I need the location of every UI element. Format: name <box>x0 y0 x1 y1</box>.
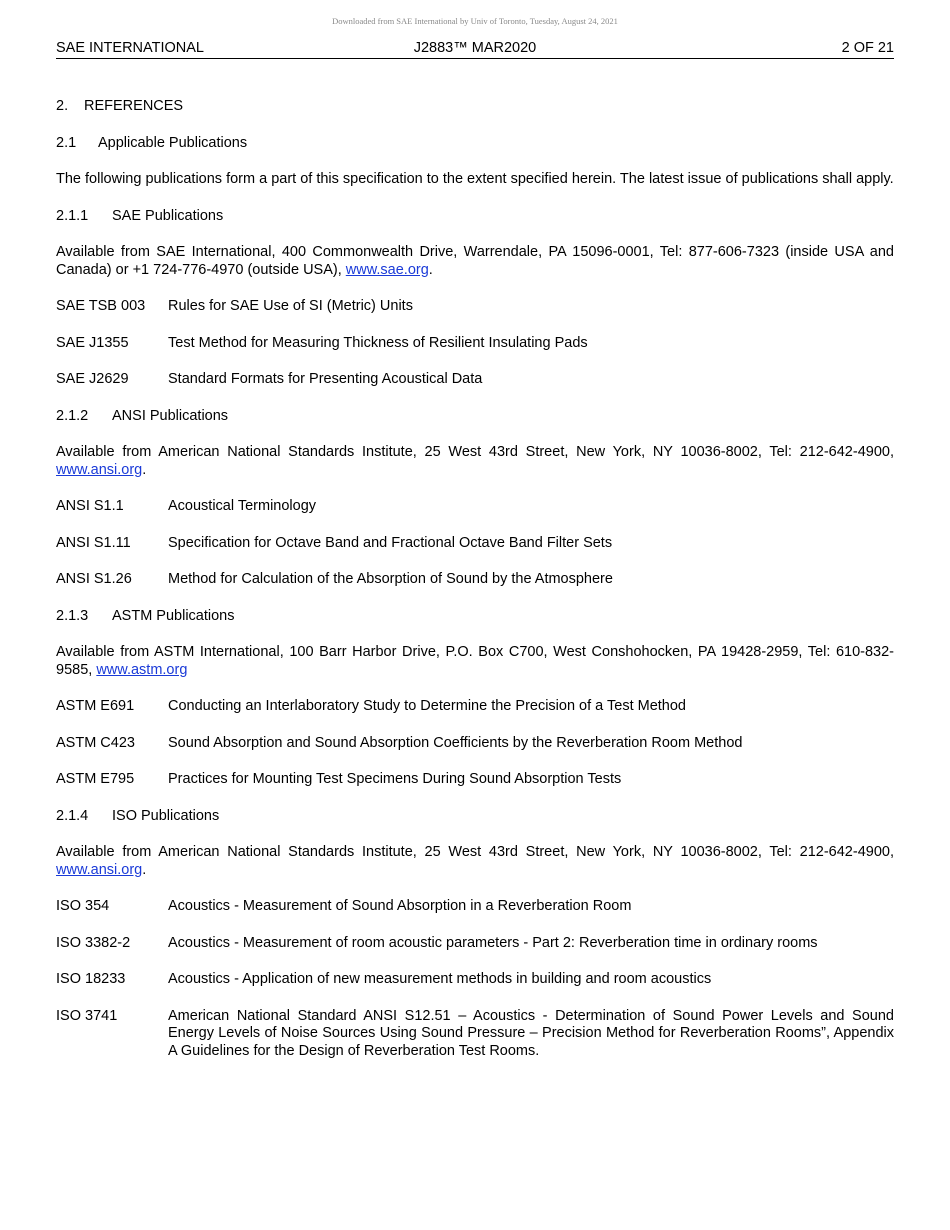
document-body <box>56 98 894 1079</box>
astm-availability-paragraph <box>56 644 894 679</box>
section-heading-references <box>56 98 894 116</box>
subsection-title: ASTM Publications <box>112 607 235 624</box>
reference-code: ASTM E691 <box>56 698 135 714</box>
reference-entry <box>56 898 894 916</box>
sae-availability-paragraph <box>56 244 894 279</box>
subsection-heading-astm <box>56 608 894 626</box>
reference-entry <box>56 1008 894 1061</box>
subsection-heading-iso <box>56 808 894 826</box>
section-title: REFERENCES <box>84 98 184 114</box>
iso-availability-paragraph <box>56 844 894 879</box>
subsection-title: Applicable Publications <box>98 134 248 151</box>
ansi-website-link[interactable]: www.ansi.org <box>56 461 143 478</box>
subsection-title: ISO Publications <box>112 807 220 824</box>
subsection-title: SAE Publications <box>112 207 224 224</box>
reference-entry <box>56 571 894 589</box>
reference-entry <box>56 971 894 989</box>
availability-end: . <box>428 261 433 278</box>
reference-code: ISO 3741 <box>56 1007 118 1024</box>
reference-title: Method for Calculation of the Absorption of Sound by the Atmosphere <box>168 571 613 587</box>
reference-entry <box>56 371 894 389</box>
availability-text: Available from SAE International, 400 Commonwealth Drive, Warrendale, PA 15096-0001, Tel: 877-606-7323 (inside USA and Canada) or +1 724-776-4970 (outside USA), <box>56 244 894 278</box>
ansi-availability-paragraph <box>56 444 894 479</box>
reference-entry <box>56 498 894 516</box>
reference-title: Acoustical Terminology <box>168 498 317 514</box>
reference-code: ASTM C423 <box>56 734 135 751</box>
iso-website-link[interactable]: www.ansi.org <box>56 861 143 878</box>
subsection-heading-sae <box>56 208 894 226</box>
availability-end: . <box>142 861 147 878</box>
subsection-heading-ansi <box>56 408 894 426</box>
subsection-title: ANSI Publications <box>112 407 229 424</box>
reference-code: ISO 354 <box>56 898 110 914</box>
download-watermark: Downloaded from SAE International by Univ of Toronto, Tuesday, August 24, 2021 <box>332 16 618 26</box>
subsection-number: 2.1.3 <box>56 607 89 624</box>
reference-title: Rules for SAE Use of SI (Metric) Units <box>168 298 413 314</box>
subsection-heading-applicable <box>56 135 894 153</box>
reference-entry <box>56 335 894 353</box>
subsection-number: 2.1.2 <box>56 407 89 424</box>
header-page-number: 2 OF 21 <box>841 40 894 56</box>
subsection-number: 2.1 <box>56 134 77 151</box>
reference-entry <box>56 935 894 953</box>
availability-text: Available from American National Standards Institute, 25 West 43rd Street, New York, NY 10036-8002, Tel: 212-642-4900, <box>56 844 894 860</box>
reference-title: Sound Absorption and Sound Absorption Coefficients by the Reverberation Room Method <box>168 734 743 751</box>
reference-entry <box>56 735 894 753</box>
reference-code: SAE J2629 <box>56 371 129 387</box>
reference-code: ISO 3382-2 <box>56 934 131 951</box>
reference-code: ANSI S1.11 <box>56 534 131 551</box>
reference-title: Acoustics - Measurement of Sound Absorption in a Reverberation Room <box>168 898 632 914</box>
reference-code: ANSI S1.1 <box>56 498 124 514</box>
section-number: 2. <box>56 98 69 114</box>
subsection-number: 2.1.4 <box>56 807 89 824</box>
reference-entry <box>56 771 894 789</box>
applicable-paragraph: The following publications form a part of this specification to the extent specified herein. The latest issue of publications shall apply. <box>56 171 894 187</box>
reference-title: Standard Formats for Presenting Acoustical Data <box>168 371 483 387</box>
reference-code: SAE TSB 003 <box>56 298 146 314</box>
reference-title: Test Method for Measuring Thickness of Resilient Insulating Pads <box>168 334 588 351</box>
sae-website-link[interactable]: www.sae.org <box>345 261 429 278</box>
reference-code: ANSI S1.26 <box>56 571 132 587</box>
subsection-number: 2.1.1 <box>56 207 89 224</box>
running-header <box>56 40 894 59</box>
availability-text: Available from ASTM International, 100 Barr Harbor Drive, P.O. Box C700, West Conshohocken, PA 19428-2959, Tel: 610-832-9585, <box>56 644 894 678</box>
reference-title: Practices for Mounting Test Specimens During Sound Absorption Tests <box>168 771 622 787</box>
astm-website-link[interactable]: www.astm.org <box>96 661 188 678</box>
header-publisher: SAE INTERNATIONAL <box>56 40 204 56</box>
reference-title: Conducting an Interlaboratory Study to Determine the Precision of a Test Method <box>168 698 686 714</box>
reference-entry <box>56 698 894 716</box>
availability-end: . <box>142 461 147 478</box>
reference-entry <box>56 535 894 553</box>
reference-title: Acoustics - Measurement of room acoustic parameters - Part 2: Reverberation time in ordinary rooms <box>168 934 818 951</box>
reference-title: American National Standard ANSI S12.51 – Acoustics - Determination of Sound Power Levels and Sound Energy Levels of Noise Sources Using Sound Pressure – Precision Method for Reverberation Rooms”, Appendix A Guidelines for the Design of Reverberation Test Rooms. <box>168 1007 894 1059</box>
reference-title: Acoustics - Application of new measurement methods in building and room acoustics <box>168 971 712 987</box>
reference-code: SAE J1355 <box>56 334 129 351</box>
reference-code: ISO 18233 <box>56 971 126 987</box>
reference-code: ASTM E795 <box>56 771 135 787</box>
availability-text: Available from American National Standards Institute, 25 West 43rd Street, New York, NY 10036-8002, Tel: 212-642-4900, <box>56 444 894 460</box>
reference-title: Specification for Octave Band and Fractional Octave Band Filter Sets <box>168 534 613 551</box>
reference-entry <box>56 298 894 316</box>
header-document-id: J2883™ MAR2020 <box>413 40 537 56</box>
